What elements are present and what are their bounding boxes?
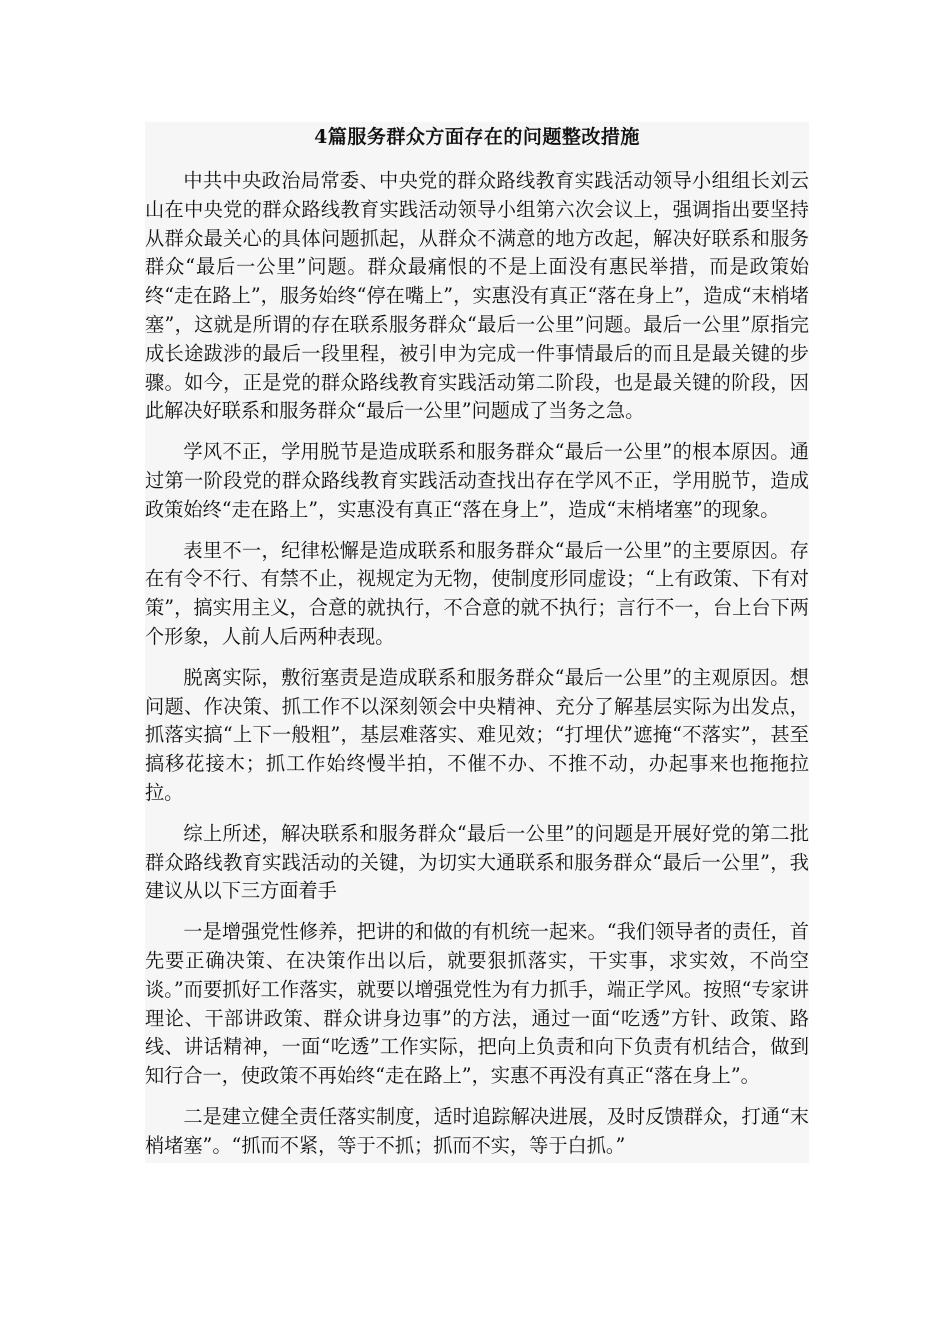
paragraph-intro: 中共中央政治局常委、中央党的群众路线教育实践活动领导小组组长刘云山在中央党的群众路线教育实践活动领导小组第六次会议上，强调指出要坚持从群众最关心的具体问题抓起，从群众不满意的地方改起，解决好联系和服务群众“最后一公里”问题。群众最痛恨的不是上面没有惠民举措，而是政策始终“走在路上”，服务始终“停在嘴上”，实惠没有真正“落在身上”，造成“末梢堵塞”，这就是所谓的存在联系服务群众“最后一公里”问题。最后一公里”原指完成长途跋涉的最后一段里程，被引申为完成一件事情最后的而且是最关键的步骤。如今，正是党的群众路线教育实践活动第二阶段，也是最关键的阶段，因此解决好联系和服务群众“最后一公里”问题成了当务之急。 (145, 169, 809, 423)
paragraph-main-cause: 表里不一，纪律松懈是造成联系和服务群众“最后一公里”的主要原因。存在有令不行、有禁不止，视规定为无物，使制度形同虚设；“上有政策、下有对策”，搞实用主义，合意的就执行，不合意的就不执行；言行不一，台上台下两个形象，人前人后两种表现。 (145, 538, 809, 648)
paragraph-summary: 综上所述，解决联系和服务群众“最后一公里”的问题是开展好党的第二批群众路线教育实践活动的关键，为切实大通联系和服务群众“最后一公里”，我建议从以下三方面着手 (145, 821, 809, 903)
paragraph-measure-one: 一是增强党性修养，把讲的和做的有机统一起来。“我们领导者的责任，首先要正确决策、在决策作出以后，就要狠抓落实，干实事，求实效，不尚空谈。”而要抓好工作落实，就要以增强党性为有力抓手，端正学风。按照“专家讲理论、干部讲政策、群众讲身边事”的方法，通过一面“吃透”方针、政策、路线、讲话精神，一面“吃透”工作实际，把向上负责和向下负责有机结合，做到知行合一，使政策不再始终“走在路上”，实惠不再没有真正“落在身上”。 (145, 920, 809, 1088)
paragraph-root-cause: 学风不正，学用脱节是造成联系和服务群众“最后一公里”的根本原因。通过第一阶段党的群众路线教育实践活动查找出存在学风不正，学用脱节，造成政策始终“走在路上”，实惠没有真正“落在身上”，造成“末梢堵塞”的现象。 (145, 440, 809, 521)
paragraph-subjective-cause: 脱离实际，敷衍塞责是造成联系和服务群众“最后一公里”的主观原因。想问题、作决策、抓工作不以深刻领会中央精神、充分了解基层实际为出发点，抓落实搞“上下一般粗”，基层难落实、难见效；“打埋伏”遮掩“不落实”，甚至搞移花接木；抓工作始终慢半拍，不催不办、不推不动，办起事来也拖拖拉拉。 (145, 665, 809, 804)
document-body (145, 122, 809, 1163)
paragraph-measure-two: 二是建立健全责任落实制度，适时追踪解决进展，及时反馈群众，打通“末梢堵塞”。“抓而不紧，等于不抓；抓而不实，等于白抓。” (145, 1104, 809, 1157)
document-title: 4篇服务群众方面存在的问题整改措施 (314, 126, 640, 148)
